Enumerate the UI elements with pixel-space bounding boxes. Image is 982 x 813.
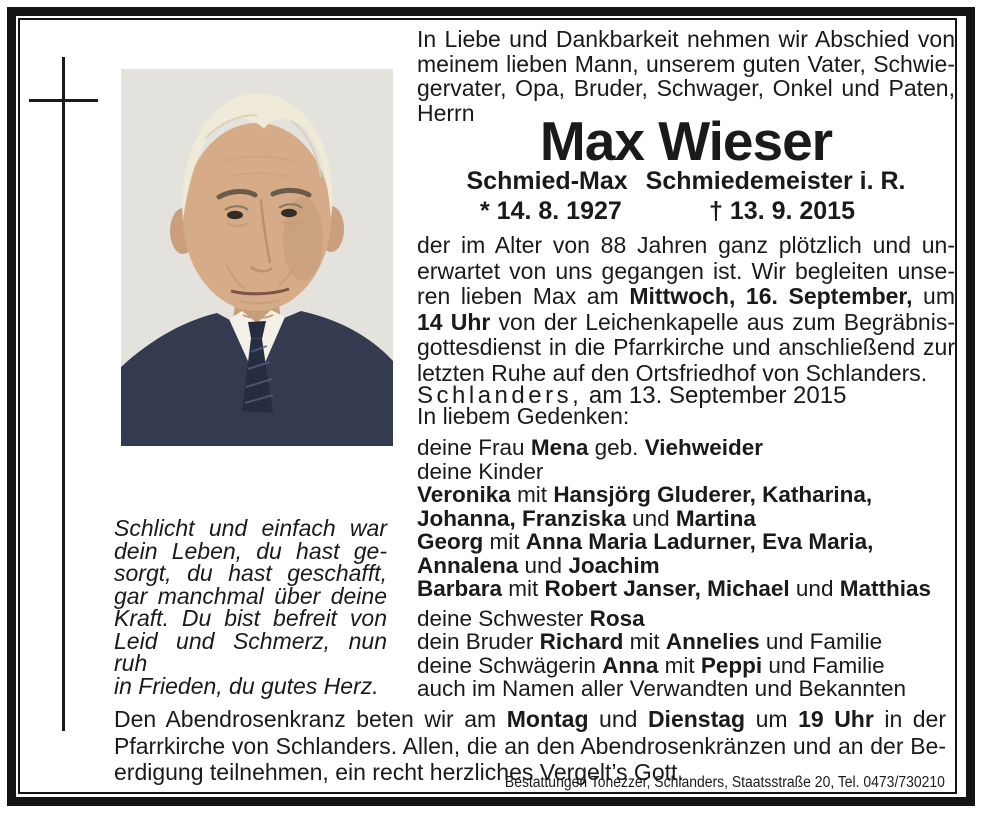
text-line: meinem lieben Mann, unserem guten Vater, Schwie- — [417, 50, 955, 77]
text-line: auch im Namen aller Verwandten und Bekannten — [417, 676, 907, 701]
text-line: Johanna, Franziska und Martina — [417, 505, 756, 531]
text-line: Georg mit Anna Maria Ladurner, Eva Maria, — [417, 529, 874, 554]
text-line: Leid und Schmerz, nun ruh — [114, 627, 387, 676]
life-dates — [417, 197, 955, 225]
cross-icon-bar — [29, 99, 98, 102]
text-line: in Frieden, du gutes Herz. — [114, 672, 379, 699]
profession: Schmiedemeister i. R. — [645, 167, 906, 195]
text-line: dein Bruder Richard mit Annelies und Familie — [417, 629, 883, 654]
text-line: sorgt, du hast geschafft, — [114, 560, 387, 586]
remembrance-heading: In liebem Gedenken: — [417, 403, 630, 429]
text-line: deine Schwägerin Anna mit Peppi und Familie — [417, 652, 885, 678]
text-line: gar manchmal über deine — [114, 582, 387, 609]
text-line: deine Schwester Rosa — [417, 605, 645, 631]
memorial-verse — [114, 517, 387, 697]
nickname-profession-line — [417, 167, 955, 195]
text-line: erdigung teilnehmen, ein recht herzliches Vergelt’s Gott. — [114, 759, 684, 785]
text-line: Barbara mit Robert Janser, Michael und Matthias — [417, 576, 931, 601]
text-line: Veronika mit Hansjörg Gluderer, Katharina, — [417, 482, 873, 507]
mourners-list — [417, 436, 955, 701]
portrait-illustration — [121, 69, 393, 446]
cross-icon — [62, 57, 65, 731]
text-line: gottesdienst in die Pfarrkirche und anschließend zur — [417, 334, 955, 360]
birth-date: * 14. 8. 1927 — [480, 197, 622, 225]
text-line: Pfarrkirche von Schlanders. Allen, die an den Abendrosenkränzen und an der Be- — [114, 732, 946, 759]
text-line: 14 Uhr von der Leichenkapelle aus zum Begräbnis- — [417, 308, 955, 335]
deceased-name: Max Wieser — [539, 110, 833, 172]
text-line: letzten Ruhe auf den Ortsfriedhof von Schlanders. — [417, 359, 928, 386]
dateline-date: am 13. September 2015 — [582, 382, 847, 409]
text-line: dein Leben, du hast ge- — [114, 537, 387, 564]
text-line: Herrn — [417, 99, 475, 126]
text-line: deine Frau Mena geb. Viehweider — [417, 435, 764, 460]
funeral-details-paragraph — [417, 233, 955, 386]
announcement-column — [417, 27, 955, 701]
text-line: ren lieben Max am Mittwoch, 16. September, um — [417, 283, 956, 309]
death-date: † 13. 9. 2015 — [709, 197, 855, 225]
place-name: Schlanders, — [417, 382, 583, 409]
text-line: Kraft. Du bist befreit von — [114, 605, 387, 631]
text-line: erwartet von uns gegangen ist. Wir begleiten unse- — [417, 257, 955, 284]
funeral-home-credit: Bestattungen Tonezzer, Schlanders, Staatsstraße 20, Tel. 0473/730210 — [505, 774, 945, 791]
text-line: Den Abendrosenkranz beten wir am Montag und Dienstag um 19 Uhr in der — [114, 706, 947, 732]
text-line: deine Kinder — [417, 458, 544, 484]
text-line: der im Alter von 88 Jahren ganz plötzlich und un- — [417, 232, 955, 258]
text-line: Annalena und Joachim — [417, 552, 660, 578]
text-line: Schlicht und einfach war — [114, 515, 387, 541]
text-line: gervater, Opa, Bruder, Schwager, Onkel und Paten, — [417, 75, 955, 101]
text-line: In Liebe und Dankbarkeit nehmen wir Abschied von — [417, 26, 955, 52]
nickname: Schmied-Max — [466, 167, 628, 195]
portrait-photo — [121, 69, 393, 446]
